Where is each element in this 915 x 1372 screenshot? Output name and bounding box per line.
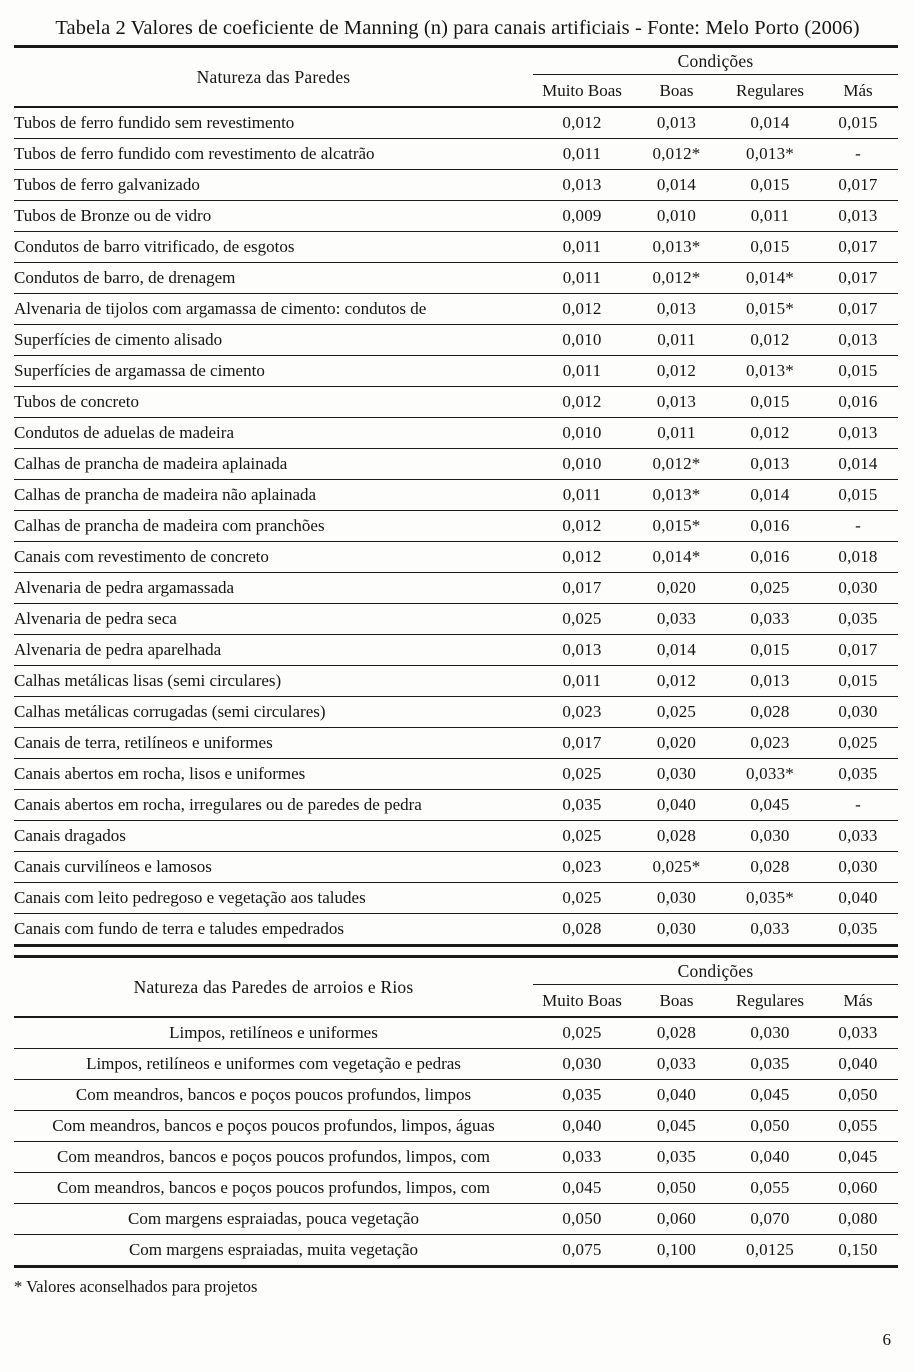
cell-value: 0,013 (533, 635, 631, 666)
cell-value: 0,017 (533, 573, 631, 604)
table-row (14, 107, 898, 139)
table-row (14, 1204, 898, 1235)
cell-value: 0,055 (818, 1111, 898, 1142)
cell-value: 0,012 (533, 511, 631, 542)
table1-label-header: Natureza das Paredes (14, 47, 533, 108)
row-label: Superfícies de cimento alisado (14, 325, 533, 356)
cell-value: 0,040 (631, 790, 722, 821)
table1-head (14, 47, 898, 108)
cell-value: 0,017 (818, 232, 898, 263)
table-row (14, 666, 898, 697)
cell-value: 0,014* (722, 263, 818, 294)
cell-value: 0,050 (533, 1204, 631, 1235)
table-row (14, 883, 898, 914)
cell-value: 0,012 (533, 387, 631, 418)
row-label: Tubos de ferro galvanizado (14, 170, 533, 201)
cell-value: 0,010 (533, 325, 631, 356)
cell-value: 0,012* (631, 449, 722, 480)
table-row (14, 418, 898, 449)
cell-value: 0,012 (533, 107, 631, 139)
cell-value: 0,017 (818, 294, 898, 325)
row-label: Canais abertos em rocha, lisos e uniformes (14, 759, 533, 790)
cell-value: 0,033* (722, 759, 818, 790)
table-row (14, 263, 898, 294)
table-row (14, 139, 898, 170)
cell-value: 0,015 (818, 356, 898, 387)
cell-value: 0,030 (722, 1017, 818, 1049)
cell-value: 0,012* (631, 139, 722, 170)
table-row (14, 356, 898, 387)
cell-value: 0,030 (631, 883, 722, 914)
table-row (14, 1142, 898, 1173)
row-label: Calhas metálicas lisas (semi circulares) (14, 666, 533, 697)
cell-value: 0,040 (818, 1049, 898, 1080)
cell-value: 0,015 (722, 170, 818, 201)
row-label: Com margens espraiadas, muita vegetação (14, 1235, 533, 1267)
table-row (14, 1080, 898, 1111)
row-label: Canais com leito pedregoso e vegetação aos taludes (14, 883, 533, 914)
table-row (14, 449, 898, 480)
cell-value: 0,040 (533, 1111, 631, 1142)
cell-value: 0,050 (631, 1173, 722, 1204)
cell-value: 0,015* (631, 511, 722, 542)
cell-value: 0,025 (533, 1017, 631, 1049)
cell-value: 0,020 (631, 728, 722, 759)
cell-value: 0,025 (533, 604, 631, 635)
cell-value: 0,033 (818, 1017, 898, 1049)
row-label: Tubos de concreto (14, 387, 533, 418)
table-row (14, 170, 898, 201)
cell-value: 0,045 (533, 1173, 631, 1204)
table-row (14, 604, 898, 635)
cell-value: 0,014 (722, 107, 818, 139)
row-label: Canais curvilíneos e lamosos (14, 852, 533, 883)
cell-value: 0,015 (818, 107, 898, 139)
cell-value: 0,010 (533, 418, 631, 449)
cell-value: 0,025 (533, 883, 631, 914)
cell-value: 0,015 (722, 232, 818, 263)
cell-value: 0,040 (722, 1142, 818, 1173)
cell-value: 0,150 (818, 1235, 898, 1267)
cell-value: 0,013 (631, 387, 722, 418)
page-number: 6 (882, 1330, 891, 1349)
table-row (14, 1049, 898, 1080)
cell-value: 0,010 (533, 449, 631, 480)
cell-value: 0,014 (631, 170, 722, 201)
cell-value: 0,017 (533, 728, 631, 759)
cell-value: 0,023 (533, 697, 631, 728)
cell-value: 0,0125 (722, 1235, 818, 1267)
cell-value: 0,017 (818, 263, 898, 294)
table2-col-muito-boas: Muito Boas (542, 990, 622, 1010)
cell-value: - (818, 139, 898, 170)
cell-value: 0,011 (533, 139, 631, 170)
cell-value: 0,035 (533, 1080, 631, 1111)
cell-value: 0,023 (722, 728, 818, 759)
cell-value: 0,009 (533, 201, 631, 232)
table-row (14, 387, 898, 418)
cell-value: 0,030 (818, 573, 898, 604)
table2-label-header: Natureza das Paredes de arroios e Rios (14, 957, 533, 1018)
cell-value: 0,055 (722, 1173, 818, 1204)
cell-value: 0,030 (818, 852, 898, 883)
cell-value: 0,035 (722, 1049, 818, 1080)
cell-value: 0,070 (722, 1204, 818, 1235)
cell-value: 0,025* (631, 852, 722, 883)
cell-value: 0,013 (722, 666, 818, 697)
row-label: Tubos de ferro fundido sem revestimento (14, 107, 533, 139)
row-label: Condutos de barro vitrificado, de esgotos (14, 232, 533, 263)
cell-value: 0,015 (722, 635, 818, 666)
table-footnote: * Valores aconselhados para projetos (14, 1277, 258, 1297)
cell-value: 0,028 (631, 821, 722, 852)
cell-value: 0,012 (722, 418, 818, 449)
table-separator (0, 947, 915, 955)
cell-value: 0,016 (722, 542, 818, 573)
cell-value: 0,028 (722, 697, 818, 728)
table-row (14, 759, 898, 790)
cell-value: 0,100 (631, 1235, 722, 1267)
row-label: Canais com revestimento de concreto (14, 542, 533, 573)
cell-value: 0,030 (631, 914, 722, 946)
cell-value: 0,030 (631, 759, 722, 790)
cell-value: 0,012* (631, 263, 722, 294)
table2-head (14, 957, 898, 1018)
cell-value: 0,013 (631, 294, 722, 325)
cell-value: 0,040 (631, 1080, 722, 1111)
cell-value: 0,025 (533, 759, 631, 790)
cell-value: 0,014* (631, 542, 722, 573)
cell-value: 0,023 (533, 852, 631, 883)
cell-value: 0,030 (722, 821, 818, 852)
row-label: Alvenaria de tijolos com argamassa de cimento: condutos de (14, 294, 533, 325)
cell-value: 0,015* (722, 294, 818, 325)
row-label: Tubos de ferro fundido com revestimento de alcatrão (14, 139, 533, 170)
cell-value: 0,035 (818, 914, 898, 946)
row-label: Com meandros, bancos e poços poucos profundos, limpos, com (14, 1173, 533, 1204)
cell-value: 0,011 (631, 418, 722, 449)
row-label: Limpos, retilíneos e uniformes com vegetação e pedras (14, 1049, 533, 1080)
cell-value: 0,028 (631, 1017, 722, 1049)
cell-value: 0,014 (631, 635, 722, 666)
table-row (14, 1173, 898, 1204)
cell-value: 0,025 (631, 697, 722, 728)
table-row (14, 790, 898, 821)
table-row (14, 232, 898, 263)
cell-value: 0,018 (818, 542, 898, 573)
table-row (14, 511, 898, 542)
cell-value: 0,033 (722, 914, 818, 946)
cell-value: 0,035 (533, 790, 631, 821)
table-row (14, 1235, 898, 1267)
cell-value: 0,030 (533, 1049, 631, 1080)
table-row (14, 325, 898, 356)
cell-value: 0,075 (533, 1235, 631, 1267)
table-row (14, 852, 898, 883)
table-row (14, 542, 898, 573)
table2-body (14, 1017, 898, 1267)
cell-value: 0,011 (533, 666, 631, 697)
cell-value: 0,040 (818, 883, 898, 914)
row-label: Tubos de Bronze ou de vidro (14, 201, 533, 232)
cell-value: 0,013 (818, 418, 898, 449)
cell-value: 0,020 (631, 573, 722, 604)
cell-value: 0,012 (533, 294, 631, 325)
row-label: Superfícies de argamassa de cimento (14, 356, 533, 387)
table1-col-mas: Más (843, 80, 873, 100)
cell-value: 0,012 (631, 666, 722, 697)
cell-value: 0,025 (818, 728, 898, 759)
cell-value: 0,045 (722, 1080, 818, 1111)
cell-value: 0,033 (533, 1142, 631, 1173)
cell-value: 0,013 (631, 107, 722, 139)
cell-value: 0,045 (631, 1111, 722, 1142)
cell-value: 0,013 (533, 170, 631, 201)
cell-value: 0,035 (818, 759, 898, 790)
cell-value: 0,025 (722, 573, 818, 604)
cell-value: 0,012 (533, 542, 631, 573)
cell-value: 0,010 (631, 201, 722, 232)
row-label: Calhas de prancha de madeira não aplainada (14, 480, 533, 511)
row-label: Canais de terra, retilíneos e uniformes (14, 728, 533, 759)
cell-value: 0,016 (818, 387, 898, 418)
table-row (14, 635, 898, 666)
row-label: Canais abertos em rocha, irregulares ou de paredes de pedra (14, 790, 533, 821)
row-label: Limpos, retilíneos e uniformes (14, 1017, 533, 1049)
cell-value: 0,060 (631, 1204, 722, 1235)
cell-value: 0,015 (818, 666, 898, 697)
cell-value: 0,013 (722, 449, 818, 480)
cell-value: 0,013* (631, 480, 722, 511)
cell-value: 0,050 (722, 1111, 818, 1142)
row-label: Com meandros, bancos e poços poucos profundos, limpos (14, 1080, 533, 1111)
table1-header-row-group (14, 47, 898, 75)
table-row (14, 201, 898, 232)
cell-value: 0,045 (722, 790, 818, 821)
cell-value: 0,060 (818, 1173, 898, 1204)
row-label: Canais dragados (14, 821, 533, 852)
cell-value: 0,014 (818, 449, 898, 480)
cell-value: 0,011 (722, 201, 818, 232)
row-label: Com meandros, bancos e poços poucos profundos, limpos, com (14, 1142, 533, 1173)
table-row (14, 1111, 898, 1142)
row-label: Calhas metálicas corrugadas (semi circulares) (14, 697, 533, 728)
row-label: Alvenaria de pedra aparelhada (14, 635, 533, 666)
row-label: Calhas de prancha de madeira com pranchões (14, 511, 533, 542)
table-row (14, 697, 898, 728)
page-title: Tabela 2 Valores de coeficiente de Manning (n) para canais artificiais - Fonte: Melo Porto (2006) (55, 17, 860, 39)
table1-group-header: Condições (533, 47, 898, 75)
cell-value: 0,013* (631, 232, 722, 263)
cell-value: 0,028 (533, 914, 631, 946)
table-row (14, 480, 898, 511)
cell-value: 0,013 (818, 201, 898, 232)
cell-value: 0,013 (818, 325, 898, 356)
cell-value: 0,014 (722, 480, 818, 511)
table-row (14, 914, 898, 946)
row-label: Canais com fundo de terra e taludes empedrados (14, 914, 533, 946)
cell-value: - (818, 511, 898, 542)
cell-value: 0,011 (631, 325, 722, 356)
table1-col-boas: Boas (659, 80, 694, 100)
cell-value: 0,035* (722, 883, 818, 914)
cell-value: 0,015 (722, 387, 818, 418)
cell-value: 0,033 (818, 821, 898, 852)
row-label: Alvenaria de pedra argamassada (14, 573, 533, 604)
cell-value: 0,016 (722, 511, 818, 542)
table1-col-muito-boas: Muito Boas (542, 80, 622, 100)
cell-value: 0,033 (631, 1049, 722, 1080)
manning-table-artificial-channels (14, 45, 898, 947)
table-row (14, 573, 898, 604)
cell-value: 0,035 (818, 604, 898, 635)
table2-header-row-group (14, 957, 898, 985)
cell-value: 0,028 (722, 852, 818, 883)
cell-value: 0,015 (818, 480, 898, 511)
cell-value: 0,011 (533, 232, 631, 263)
cell-value: 0,045 (818, 1142, 898, 1173)
table2-col-mas: Más (843, 990, 873, 1010)
table-row (14, 728, 898, 759)
cell-value: 0,030 (818, 697, 898, 728)
cell-value: 0,035 (631, 1142, 722, 1173)
cell-value: 0,011 (533, 480, 631, 511)
cell-value: 0,012 (631, 356, 722, 387)
cell-value: 0,011 (533, 263, 631, 294)
table-row (14, 294, 898, 325)
cell-value: 0,033 (631, 604, 722, 635)
table-row (14, 821, 898, 852)
cell-value: 0,017 (818, 170, 898, 201)
table2-col-regulares: Regulares (736, 990, 804, 1010)
row-label: Calhas de prancha de madeira aplainada (14, 449, 533, 480)
table-row (14, 1017, 898, 1049)
cell-value: - (818, 790, 898, 821)
cell-value: 0,011 (533, 356, 631, 387)
row-label: Com meandros, bancos e poços poucos profundos, limpos, águas (14, 1111, 533, 1142)
row-label: Alvenaria de pedra seca (14, 604, 533, 635)
row-label: Condutos de aduelas de madeira (14, 418, 533, 449)
row-label: Condutos de barro, de drenagem (14, 263, 533, 294)
cell-value: 0,012 (722, 325, 818, 356)
cell-value: 0,080 (818, 1204, 898, 1235)
cell-value: 0,013* (722, 139, 818, 170)
cell-value: 0,025 (533, 821, 631, 852)
cell-value: 0,013* (722, 356, 818, 387)
row-label: Com margens espraiadas, pouca vegetação (14, 1204, 533, 1235)
table2-col-boas: Boas (659, 990, 694, 1010)
manning-table-natural-streams (14, 955, 898, 1268)
cell-value: 0,033 (722, 604, 818, 635)
cell-value: 0,050 (818, 1080, 898, 1111)
table2-group-header: Condições (533, 957, 898, 985)
table1-body (14, 107, 898, 946)
table1-col-regulares: Regulares (736, 80, 804, 100)
cell-value: 0,017 (818, 635, 898, 666)
